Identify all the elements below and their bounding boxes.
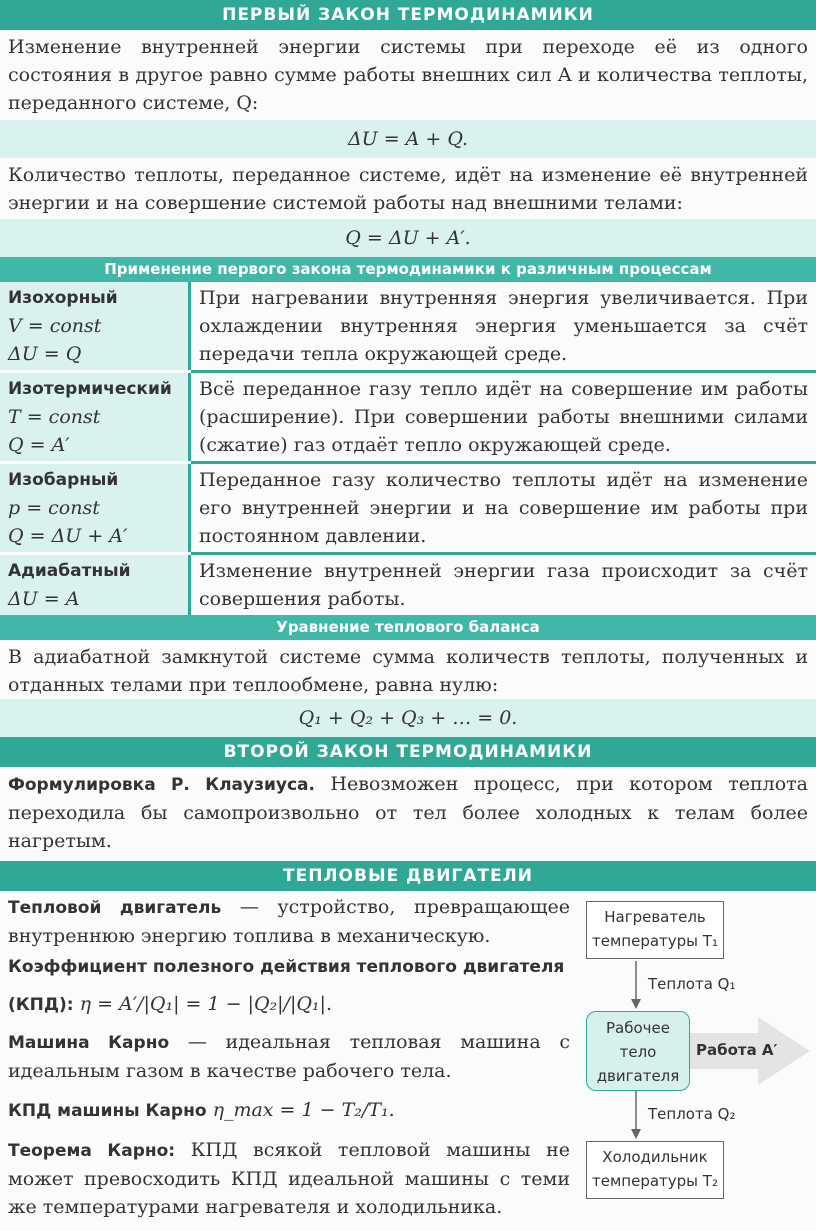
theorem-text: КПД всякой тепловой машины не может превосходить КПД идеальной машины с теми же температурами нагревателя и холодильника. (8, 1139, 570, 1218)
process-formula: ΔU = Q (8, 340, 180, 368)
processes-table (0, 282, 816, 615)
first-law-text2: Количество теплоты, переданное системе, идёт на изменение её внутренней энергии и на совершение системой работы над внешними телами: (0, 158, 816, 219)
heater-temp: температуры T₁ (587, 929, 723, 953)
theorem-term: Теорема Карно: (8, 1141, 175, 1161)
engine-def-text: — устройство, превращающее внутреннюю энергию топлива в механическую. (8, 896, 570, 947)
process-name: Адиабатный (8, 557, 180, 585)
body-line1: Рабочее (587, 1016, 689, 1040)
efficiency-formula: η = A′/|Q₁| = 1 − |Q₂|/|Q₁|. (80, 993, 332, 1015)
first-law-header: ПЕРВЫЙ ЗАКОН ТЕРМОДИНАМИКИ (0, 0, 816, 30)
efficiency-term: Коэффициент полезного действия теплового двигателя (8, 957, 564, 977)
process-formula: Q = ΔU + A′ (8, 522, 180, 550)
balance-header: Уравнение теплового баланса (0, 615, 816, 640)
heat-in-label: Теплота Q₁ (648, 975, 735, 993)
engine-term: Тепловой двигатель (8, 898, 221, 918)
process-desc: Изменение внутренней энергии газа происходит за счёт совершения работы. (190, 554, 816, 616)
balance-text: В адиабатной замкнутой системе сумма количеств теплоты, полученных и отданных телами при теплообмене, равна нулю: (0, 640, 816, 699)
carnot-efficiency (8, 1085, 570, 1136)
engines-text (0, 891, 578, 1223)
carnot-eff-term: КПД машины Карно (8, 1101, 207, 1121)
first-law-formula2: Q = ΔU + A′. (0, 219, 816, 257)
carnot-eff-formula: η_max = 1 − T₂/T₁. (213, 1099, 395, 1121)
efficiency-abbr: (КПД): (8, 995, 74, 1015)
clausius-term: Формулировка Р. Клаузиуса. (8, 775, 315, 795)
carnot-theorem (8, 1136, 570, 1221)
cooler-label: Холодильник (587, 1145, 723, 1169)
work-label: Работа A′ (696, 1041, 778, 1059)
carnot-machine (8, 1028, 570, 1085)
process-param: p = const (8, 494, 180, 522)
cooler-temp: температуры T₂ (587, 1169, 723, 1193)
second-law-block (0, 767, 816, 861)
process-name: Изохорный (8, 284, 180, 312)
process-formula: ΔU = A (8, 585, 180, 613)
process-param: T = const (8, 403, 180, 431)
process-desc: Всё переданное газу тепло идёт на совершение им работы (расширение). При совершении работы внешними силами (сжатие) газ отдаёт тепло окружающей среде. (190, 372, 816, 463)
engine-definition (8, 893, 570, 950)
clausius-text: Невозможен процесс, при котором теплота переходила бы самопроизвольно от тел более холодных к телам более нагретым. (8, 773, 808, 852)
process-row-isothermal (0, 372, 816, 463)
engine-diagram (578, 891, 816, 1223)
carnot-term: Машина Карно (8, 1033, 169, 1053)
first-law-text1: Изменение внутренней энергии системы при переходе её из одного состояния в другое равно сумме работы внешних сил A и количества теплоты, переданного системе, Q: (0, 30, 816, 120)
balance-formula: Q₁ + Q₂ + Q₃ + … = 0. (0, 699, 816, 737)
process-row-isobaric (0, 463, 816, 554)
applications-header: Применение первого закона термодинамики к различным процессам (0, 257, 816, 282)
body-line2: тело (587, 1040, 689, 1064)
first-law-formula1: ΔU = A + Q. (0, 120, 816, 158)
engines-header: ТЕПЛОВЫЕ ДВИГАТЕЛИ (0, 861, 816, 891)
second-law-header: ВТОРОЙ ЗАКОН ТЕРМОДИНАМИКИ (0, 737, 816, 767)
efficiency-block (8, 952, 570, 1028)
process-name: Изобарный (8, 466, 180, 494)
engines-section (0, 891, 816, 1223)
process-param: V = const (8, 312, 180, 340)
carnot-text: — идеальная тепловая машина с идеальным газом в качестве рабочего тела. (8, 1031, 570, 1082)
process-name: Изотермический (8, 375, 180, 403)
cooler-box (586, 1141, 724, 1199)
process-row-adiabatic (0, 554, 816, 616)
arrowhead-heat-in (631, 999, 641, 1009)
heat-out-label: Теплота Q₂ (648, 1105, 735, 1123)
process-formula: Q = A′ (8, 431, 180, 459)
process-row-isochoric (0, 282, 816, 372)
arrowhead-heat-out (631, 1129, 641, 1139)
process-desc: При нагревании внутренняя энергия увеличивается. При охлаждении внутренняя энергия уменьшается за счёт передачи тепла окружающей среде. (190, 282, 816, 372)
heater-box (586, 901, 724, 959)
process-desc: Переданное газу количество теплоты идёт на изменение его внутренней энергии и на совершение им работы при постоянном давлении. (190, 463, 816, 554)
body-line3: двигателя (587, 1064, 689, 1088)
heater-label: Нагреватель (587, 905, 723, 929)
working-body-box (586, 1011, 690, 1091)
